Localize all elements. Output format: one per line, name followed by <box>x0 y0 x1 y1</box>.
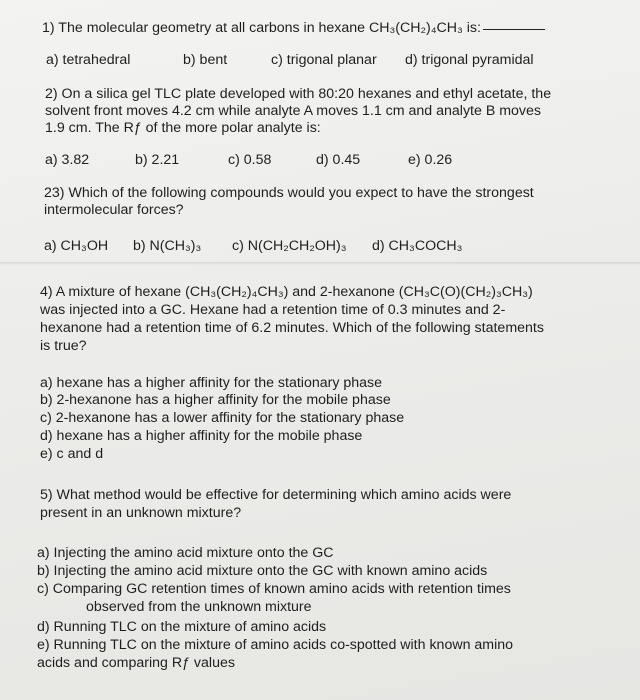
q3-option-d: d) CH₃COCH₃ <box>372 238 463 254</box>
q2-option-b: b) 2.21 <box>135 152 180 168</box>
q3-option-c: c) N(CH₂CH₂OH)₃ <box>232 238 347 254</box>
q3-stem-line-1: 23) Which of the following compounds would you expect to have the strongest <box>44 185 534 201</box>
q5-option-e-line-1: e) Running TLC on the mixture of amino acids co-spotted with known amino <box>37 637 514 653</box>
q2-option-d: d) 0.45 <box>316 152 361 168</box>
q4-stem-line-4: is true? <box>40 338 87 354</box>
q4-stem-line-1: 4) A mixture of hexane (CH₃(CH₂)₄CH₃) and 2-hexanone (CH₃C(O)(CH₂)₃CH₃) <box>40 284 533 300</box>
q5-option-c-line-1: c) Comparing GC retention times of known amino acids with retention times <box>37 581 511 597</box>
answer-blank <box>483 29 545 30</box>
q3-option-a: a) CH₃OH <box>44 238 109 254</box>
q5-option-b: b) Injecting the amino acid mixture onto the GC with known amino acids <box>37 563 488 579</box>
page-fold-shadow <box>0 262 640 265</box>
q1-stem <box>42 20 545 36</box>
q2-stem-line-2: solvent front moves 4.2 cm while analyte A moves 1.1 cm and analyte B moves <box>45 103 542 119</box>
q3-option-b: b) N(CH₃)₃ <box>133 238 202 254</box>
q5-option-d: d) Running TLC on the mixture of amino acids <box>37 619 327 635</box>
q2-options <box>0 152 640 168</box>
q1-option-c: c) trigonal planar <box>271 52 377 68</box>
q2-option-e: e) 0.26 <box>408 152 453 168</box>
q5-option-e-line-2: acids and comparing Rƒ values <box>37 655 235 671</box>
q5-stem-line-2: present in an unknown mixture? <box>40 505 242 521</box>
q2-option-a: a) 3.82 <box>45 152 90 168</box>
q4-option-b: b) 2-hexanone has a higher affinity for the mobile phase <box>40 392 391 408</box>
q2-stem-line-1: 2) On a silica gel TLC plate developed with 80:20 hexanes and ethyl acetate, the <box>45 86 552 102</box>
q2-option-c: c) 0.58 <box>228 152 272 168</box>
q4-stem-line-3: hexanone had a retention time of 6.2 minutes. Which of the following statements <box>40 320 544 336</box>
q4-option-d: d) hexane has a higher affinity for the mobile phase <box>40 428 363 444</box>
q5-option-c-line-2: observed from the unknown mixture <box>86 599 312 615</box>
q5-option-a: a) Injecting the amino acid mixture onto the GC <box>37 545 334 561</box>
q5-stem-line-1: 5) What method would be effective for determining which amino acids were <box>40 487 512 503</box>
q1-option-a: a) tetrahedral <box>46 52 131 68</box>
q3-stem-line-2: intermolecular forces? <box>44 202 184 218</box>
q4-option-c: c) 2-hexanone has a lower affinity for the stationary phase <box>40 410 405 426</box>
q4-stem-line-2: was injected into a GC. Hexane had a retention time of 0.3 minutes and 2- <box>40 302 506 318</box>
q1-option-d: d) trigonal pyramidal <box>405 52 534 68</box>
q4-option-a: a) hexane has a higher affinity for the stationary phase <box>40 375 383 391</box>
q2-stem-line-3: 1.9 cm. The Rƒ of the more polar analyte is: <box>45 120 321 136</box>
q1-option-b: b) bent <box>183 52 228 68</box>
q3-options <box>0 238 640 254</box>
q1-options <box>0 52 640 68</box>
q1-stem-text: 1) The molecular geometry at all carbons in hexane CH₃(CH₂)₄CH₃ is: <box>42 20 481 36</box>
q4-option-e: e) c and d <box>40 446 104 462</box>
